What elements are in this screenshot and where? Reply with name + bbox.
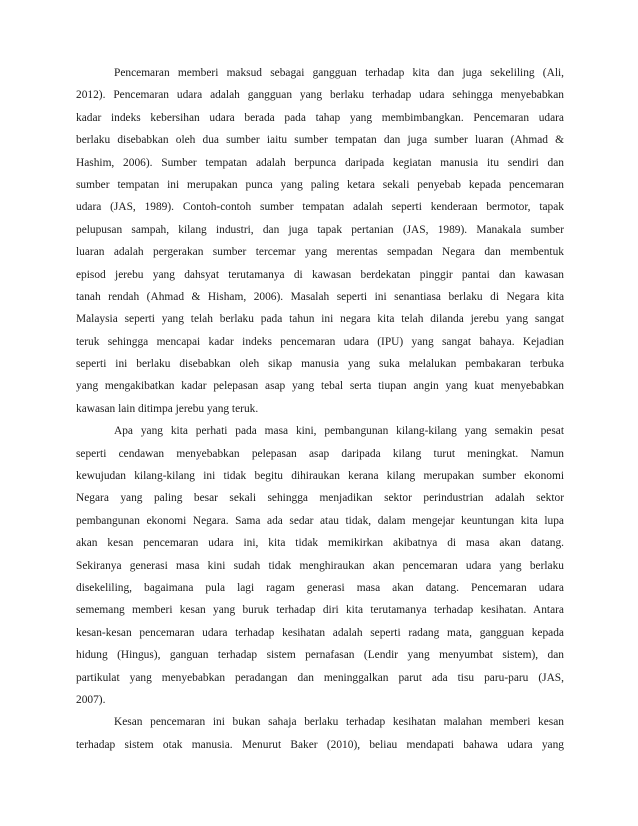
text-line: partikulat yang menyebabkan peradangan dan meninggalkan parut ada tisu paru-paru (JAS, (76, 671, 564, 684)
text-line: pelupusan sampah, kilang industri, dan juga tapak pertanian (JAS, 1989). Manakala sumber (76, 223, 564, 236)
text-line: hidung (Hingus), ganguan terhadap sistem pernafasan (Lendir yang menyumbat sistem), dan (76, 649, 564, 662)
text-line: 2007). (76, 693, 106, 706)
text-line: kesan-kesan pencemaran udara terhadap kesihatan adalah seperti radang mata, gangguan kepada (76, 626, 564, 639)
text-line: 2012). Pencemaran udara adalah gangguan yang berlaku terhadap udara sehingga menyebabkan (76, 89, 564, 102)
text-line: kewujudan kilang-kilang ini tidak begitu dihiraukan kerana kilang merupakan sumber ekonomi (76, 470, 564, 483)
text-line: kawasan lain ditimpa jerebu yang teruk. (76, 402, 259, 415)
text-line: seperti cendawan menyebabkan pelepasan asap daripada kilang turut meningkat. Namun (76, 447, 564, 460)
text-line: Malaysia seperti yang telah berlaku pada tahun ini negara kita telah dilanda jerebu yang sangat (76, 313, 564, 326)
text-line: disekeliling, bagaimana pula lagi ragam generasi masa akan datang. Pencemaran udara (76, 581, 564, 594)
text-line: pembangunan ekonomi Negara. Sama ada sedar atau tidak, dalam mengejar keuntungan kita lupa (76, 514, 564, 527)
text-line: kadar indeks kebersihan udara berada pada tahap yang membimbangkan. Pencemaran udara (76, 111, 564, 124)
text-line: Apa yang kita perhati pada masa kini, pembangunan kilang-kilang yang semakin pesat (114, 425, 564, 438)
text-line: sumber tempatan ini merupakan punca yang paling ketara sekali penyebab kepada pencemaran (76, 178, 564, 191)
text-line: Kesan pencemaran ini bukan sahaja berlaku terhadap kesihatan malahan memberi kesan (114, 716, 564, 729)
text-line: tanah rendah (Ahmad & Hisham, 2006). Masalah seperti ini senantiasa berlaku di Negara kita (76, 290, 564, 303)
text-line: seperti ini berlaku disebabkan oleh sikap manusia yang suka melalukan pembakaran terbuka (76, 358, 564, 371)
text-line: Sekiranya generasi masa kini sudah tidak menghiraukan akan pencemaran udara yang berlaku (76, 559, 564, 572)
text-line: Hashim, 2006). Sumber tempatan adalah berpunca daripada kegiatan manusia itu sendiri dan (76, 156, 564, 169)
text-line: episod jerebu yang dahsyat terutamanya di kawasan berdekatan pinggir pantai dan kawasan (76, 268, 564, 281)
text-line: yang mengakibatkan kadar pelepasan asap yang tebal serta tiupan angin yang kuat menyebabkan (76, 380, 564, 393)
text-line: teruk sehingga mencapai kadar indeks pencemaran udara (IPU) yang sangat bahaya. Kejadian (76, 335, 564, 348)
text-line: udara (JAS, 1989). Contoh-contoh sumber tempatan adalah seperti kenderaan bermotor, tapak (76, 201, 564, 214)
text-line: luaran adalah pergerakan sumber tercemar yang merentas sempadan Negara dan membentuk (76, 246, 564, 259)
text-line: berlaku disebabkan oleh dua sumber iaitu sumber tempatan dan juga sumber luaran (Ahmad & (76, 134, 564, 147)
text-line: Negara yang paling besar sekali sehingga menjadikan sektor perindustrian adalah sektor (76, 492, 564, 505)
text-line: akan kesan pencemaran udara ini, kita tidak memikirkan akibatnya di masa akan datang. (76, 537, 564, 550)
body-text (76, 62, 564, 756)
text-line: terhadap sistem otak manusia. Menurut Baker (2010), beliau mendapati bahawa udara yang (76, 738, 564, 751)
text-line: sememang memberi kesan yang buruk terhadap diri kita terutamanya terhadap kesihatan. Antara (76, 604, 564, 617)
text-line: Pencemaran memberi maksud sebagai gangguan terhadap kita dan juga sekeliling (Ali, (114, 67, 564, 79)
